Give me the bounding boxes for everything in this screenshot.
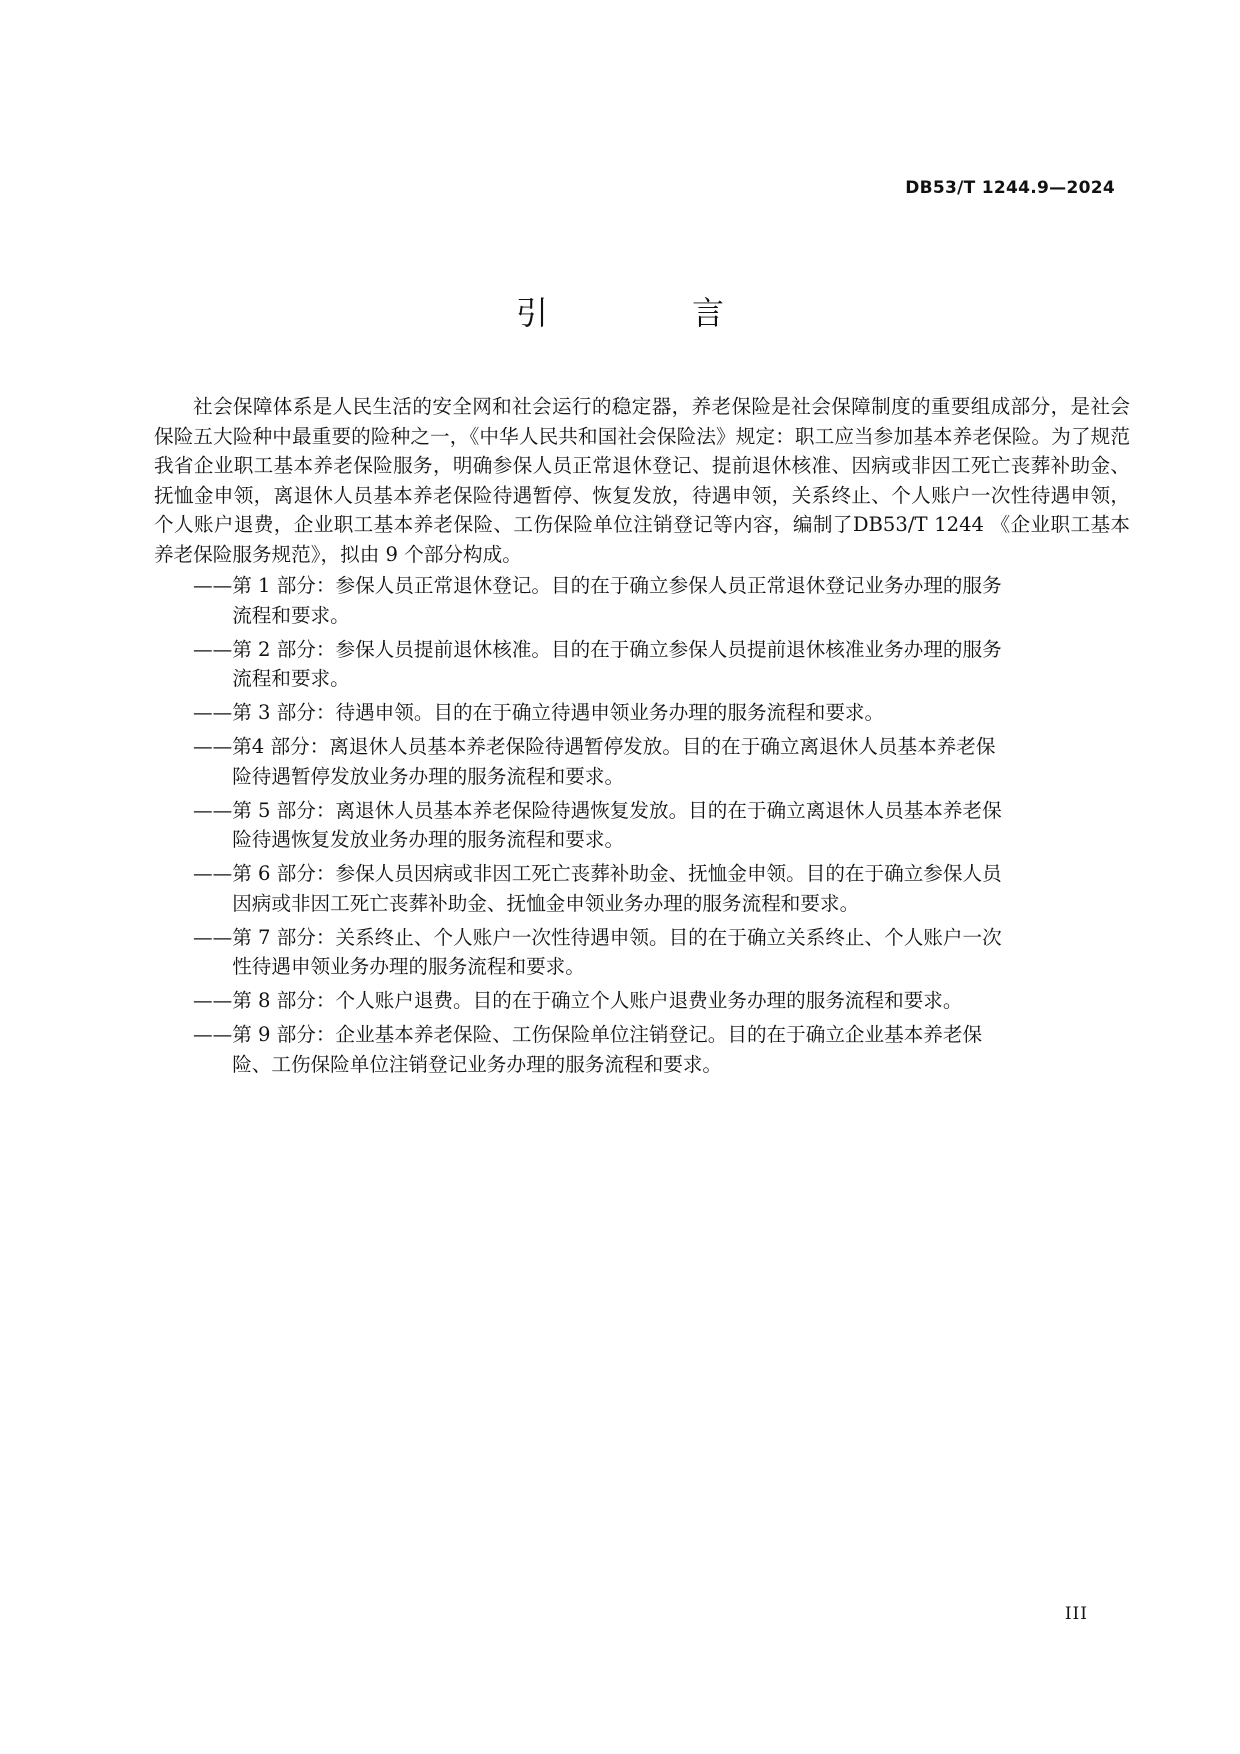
list-item [154,796,1130,855]
list-item [154,635,1130,694]
list-item-text: 第 3 部分：待遇申领。目的在于确立待遇申领业务办理的服务流程和要求。 [232,701,885,724]
page-number: III [1064,1604,1088,1624]
document-body [154,392,1130,1084]
list-dash: —— [193,735,233,758]
list-item-text: 第 7 部分：关系终止、个人账户一次性待遇申领。目的在于确立关系终止、个人账户一次性待遇申领业务办理的服务流程和要求。 [232,925,1002,978]
list-dash: —— [193,862,233,885]
standard-code: DB53/T 1244.9—2024 [905,178,1115,198]
list-item [154,986,1130,1016]
list-item [154,923,1130,982]
list-item [154,859,1130,918]
list-dash: —— [193,701,233,724]
list-item [154,698,1130,728]
list-dash: —— [193,989,233,1012]
list-item-text: 第 8 部分：个人账户退费。目的在于确立个人账户退费业务办理的服务流程和要求。 [232,989,963,1012]
list-dash: —— [193,925,233,949]
list-item-text: 第4 部分：离退休人员基本养老保险待遇暂停发放。目的在于确立离退休人员基本养老保险待遇暂停发放业务办理的服务流程和要求。 [232,735,996,788]
list-item [154,732,1130,791]
list-item-text: 第 5 部分：离退休人员基本养老保险待遇恢复发放。目的在于确立离退休人员基本养老保险待遇恢复发放业务办理的服务流程和要求。 [232,798,1002,851]
intro-paragraph: 社会保障体系是人民生活的安全网和社会运行的稳定器，养老保险是社会保障制度的重要组成部分，是社会保险五大险种中最重要的险种之一，《中华人民共和国社会保险法》规定：职工应当参加基本养老保险。为了规范我省企业职工基本养老保险服务，明确参保人员正常退休登记、提前退休核准、因病或非因工死亡丧葬补助金、抚恤金申领，离退休人员基本养老保险待遇暂停、恢复发放，待遇申领，关系终止、个人账户一次性待遇申领，个人账户退费，企业职工基本养老保险、工伤保险单位注销登记等内容，编制了DB53/T 1244 《企业职工基本养老保险服务规范》，拟由 9 个部分构成。 [154,395,1130,566]
list-dash: —— [193,574,233,597]
list-dash: —— [193,1023,233,1046]
list-item-text: 第 6 部分：参保人员因病或非因工死亡丧葬补助金、抚恤金申领。目的在于确立参保人员因病或非因工死亡丧葬补助金、抚恤金申领业务办理的服务流程和要求。 [232,862,1002,915]
list-item-text: 第 2 部分：参保人员提前退休核准。目的在于确立参保人员提前退休核准业务办理的服务流程和要求。 [232,637,1002,690]
page-title: 引 言 [515,294,780,332]
list-item-text: 第 9 部分：企业基本养老保险、工伤保险单位注销登记。目的在于确立企业基本养老保险、工伤保险单位注销登记业务办理的服务流程和要求。 [232,1023,983,1076]
list-item-text: 第 1 部分：参保人员正常退休登记。目的在于确立参保人员正常退休登记业务办理的服务流程和要求。 [232,574,1002,627]
list-item [154,1020,1130,1079]
list-dash: —— [193,798,233,822]
parts-list [154,571,1130,1079]
list-dash: —— [193,637,233,661]
list-item [154,571,1130,630]
